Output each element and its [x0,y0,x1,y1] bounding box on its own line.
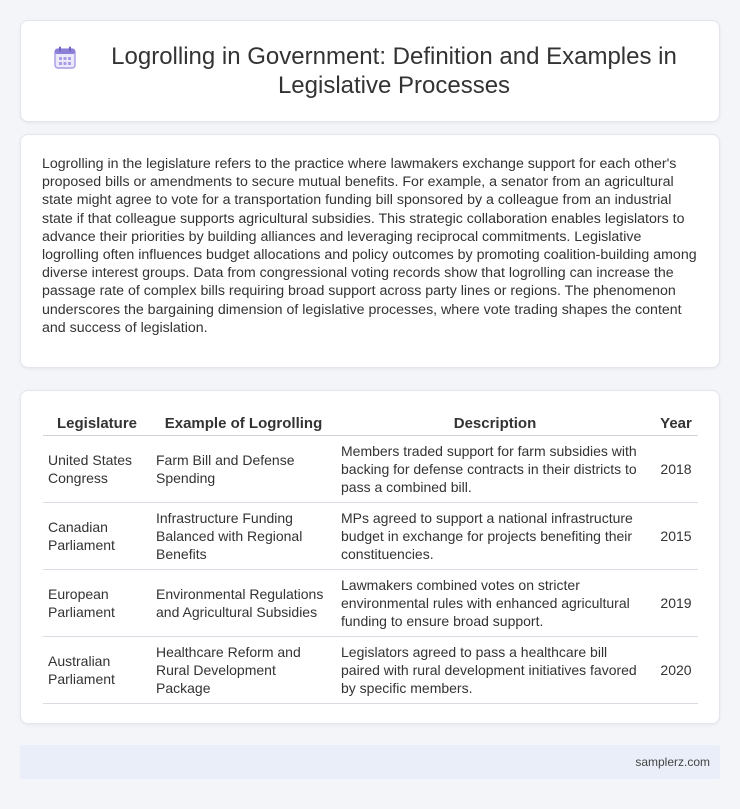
cell-year: 2018 [654,436,698,503]
cell-legislature: Australian Parliament [43,637,151,704]
cell-year: 2020 [654,637,698,704]
column-header-year: Year [654,409,698,436]
cell-description: Members traded support for farm subsidies with backing for defense contracts in their districts to pass a combined bill. [336,436,654,503]
column-header-legislature: Legislature [43,409,151,436]
page-title: Logrolling in Government: Definition and Examples in Legislative Processes [111,43,677,99]
intro-card [20,134,720,368]
column-header-example: Example of Logrolling [151,409,336,436]
table-row [43,570,698,637]
footer-site-link[interactable]: samplerz.com [635,755,710,769]
cell-description: Lawmakers combined votes on stricter environmental rules with enhanced agricultural funding to ensure broad support. [336,570,654,637]
cell-legislature: United States Congress [43,436,151,503]
cell-legislature: European Parliament [43,570,151,637]
calendar-icon [51,44,79,72]
cell-example: Healthcare Reform and Rural Development Package [151,637,336,704]
cell-legislature: Canadian Parliament [43,503,151,570]
cell-example: Environmental Regulations and Agricultural Subsidies [151,570,336,637]
examples-table [43,409,698,704]
intro-paragraph: Logrolling in the legislature refers to the practice where lawmakers exchange support for each other's proposed bills or amendments to secure mutual benefits. For example, a senator from an agricultural state might agree to vote for a transportation funding bill sponsored by a colleague from an industrial state if that colleague supports agricultural subsidies. This strategic collaboration enables legislators to advance their priorities by building alliances and leveraging reciprocal commitments. Legislative logrolling often influences budget allocations and policy outcomes by promoting coalition-building among diverse interest groups. Data from congressional voting records show that logrolling can increase the passage rate of complex bills requiring broad support across party lines or regions. The phenomenon underscores the bargaining dimension of legislative processes, where vote trading shapes the content and success of legislation. [42,156,697,336]
cell-description: MPs agreed to support a national infrastructure budget in exchange for projects benefiting their constituencies. [336,503,654,570]
header-card [20,20,720,122]
table-row [43,637,698,704]
footer-bar [20,745,720,779]
cell-example: Farm Bill and Defense Spending [151,436,336,503]
table-card [20,390,720,724]
table-row [43,436,698,503]
column-header-description: Description [336,409,654,436]
cell-example: Infrastructure Funding Balanced with Regional Benefits [151,503,336,570]
table-row [43,503,698,570]
cell-year: 2019 [654,570,698,637]
table-header-row [43,409,698,436]
cell-year: 2015 [654,503,698,570]
cell-description: Legislators agreed to pass a healthcare bill paired with rural development initiatives favored by specific members. [336,637,654,704]
